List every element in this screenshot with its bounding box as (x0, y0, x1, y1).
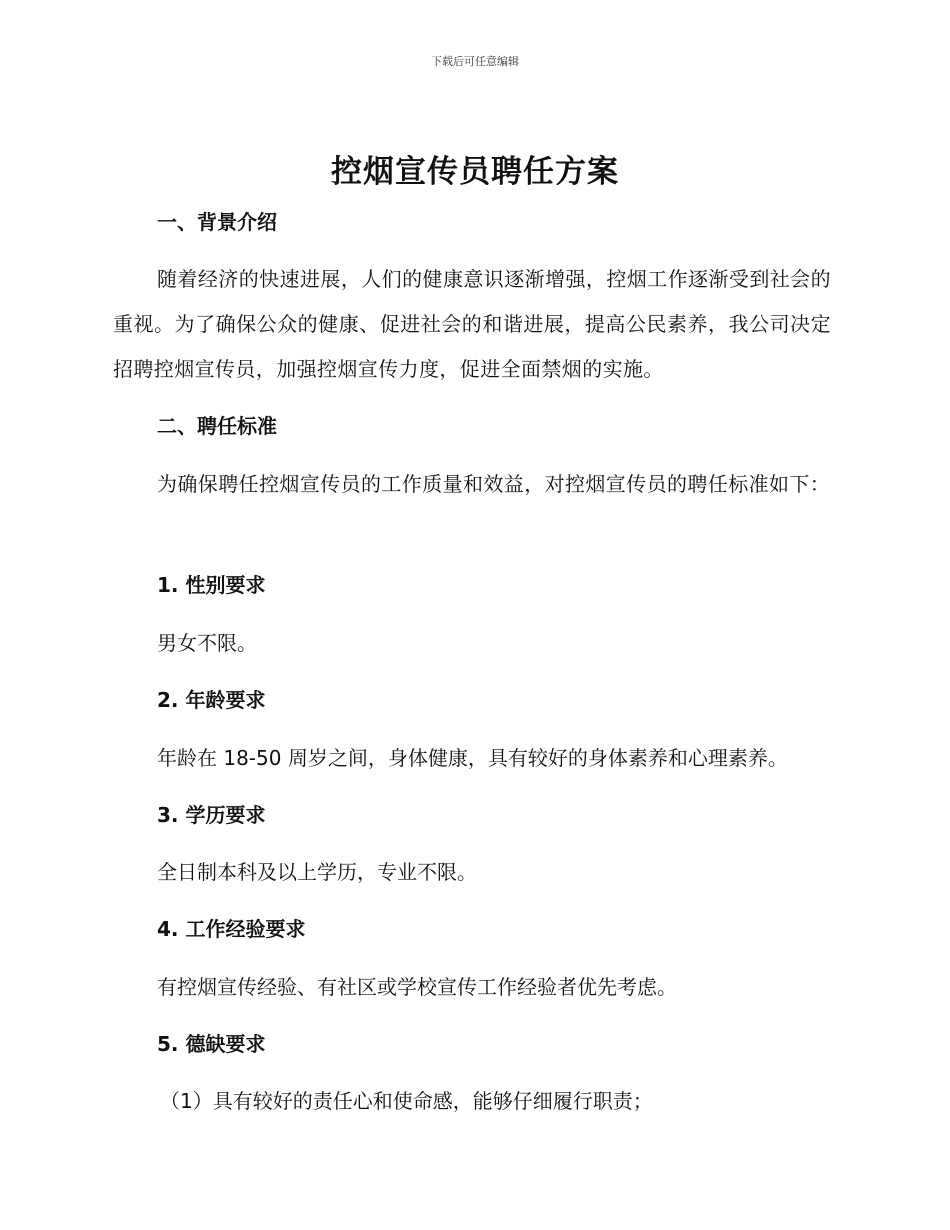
section-heading-background: 一、背景介绍 (157, 210, 277, 234)
section-heading-standards: 二、聘任标准 (157, 414, 277, 438)
requirement-heading-experience: 4. 工作经验要求 (157, 917, 306, 941)
header-note: 下载后可任意编辑 (431, 55, 519, 68)
requirement-heading-gender: 1. 性别要求 (157, 573, 266, 597)
requirement-text-experience: 有控烟宣传经验、有社区或学校宣传工作经验者优先考虑。 (157, 975, 677, 999)
background-paragraph: 随着经济的快速进展，人们的健康意识逐渐增强，控烟工作逐渐受到社会的重视。为了确保公众的健康、促进社会的和谐进展，提高公民素养，我公司决定招聘控烟宣传员，加强控烟宣传力度，促进全面禁烟的实施。 (113, 267, 831, 381)
requirement-heading-morality: 5. 德缺要求 (157, 1032, 266, 1056)
requirement-heading-education: 3. 学历要求 (157, 803, 266, 827)
requirement-text-education: 全日制本科及以上学历，专业不限。 (157, 860, 477, 884)
requirement-text-age: 年龄在 18-50 周岁之间，身体健康，具有较好的身体素养和心理素养。 (157, 746, 788, 770)
standards-intro-paragraph: 为确保聘任控烟宣传员的工作质量和效益，对控烟宣传员的聘任标准如下： (157, 472, 831, 496)
requirement-text-gender: 男女不限。 (157, 631, 257, 655)
requirement-text-morality-item-1: （1）具有较好的责任心和使命感，能够仔细履行职责； (160, 1089, 653, 1113)
document-title: 控烟宣传员聘任方案 (331, 154, 619, 190)
requirement-heading-age: 2. 年龄要求 (157, 688, 266, 712)
